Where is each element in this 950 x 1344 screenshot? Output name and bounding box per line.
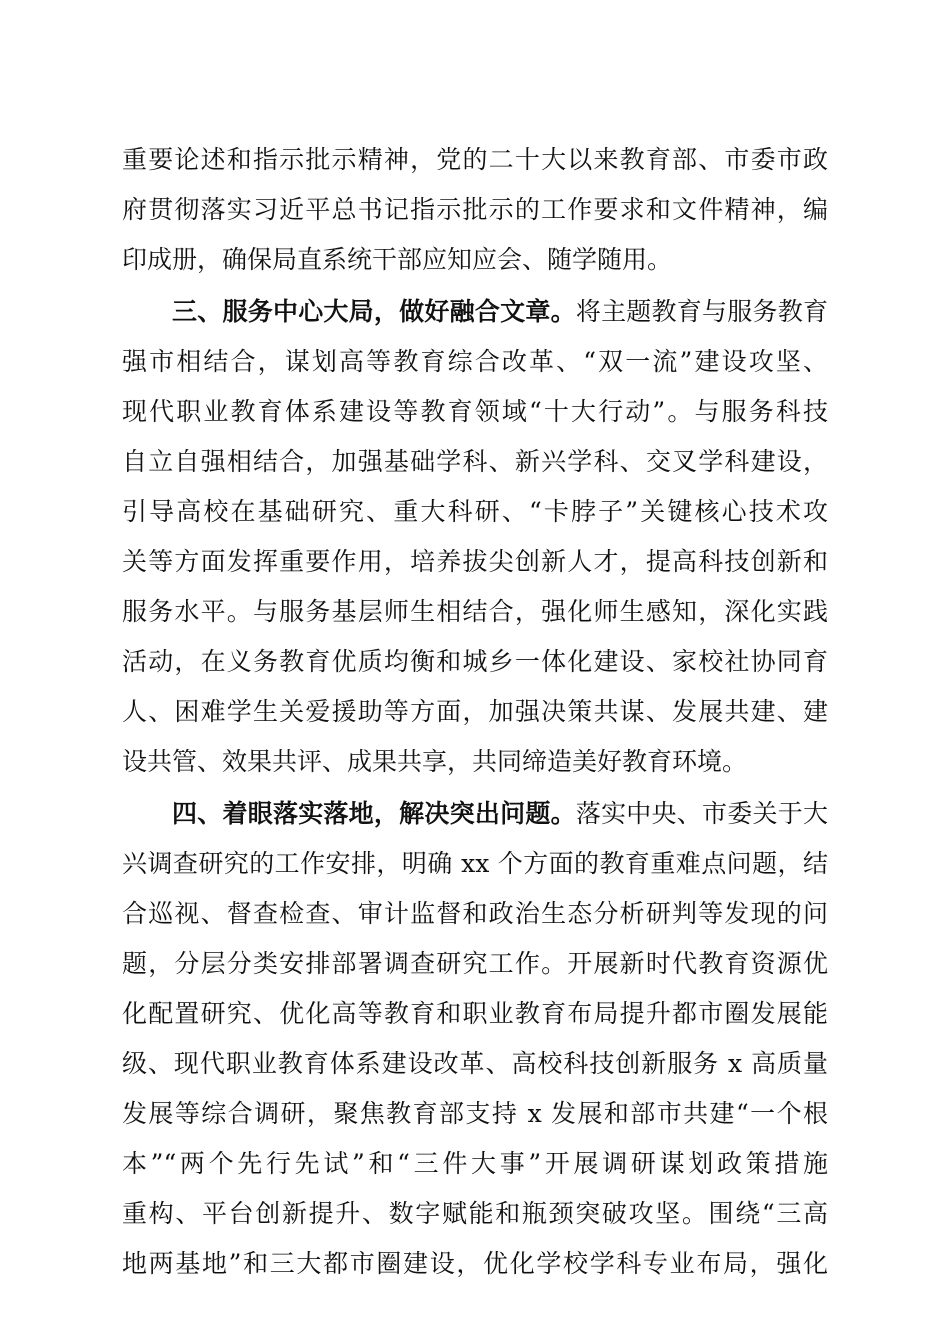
text-line: 化配置研究、优化高等教育和职业教育布局提升都市圈发展能 (122, 999, 828, 1028)
section-three-first-line-text: 将主题教育与服务教育 (575, 297, 828, 326)
text-line: 合巡视、督查检查、审计监督和政治生态分析研判等发现的问 (122, 899, 828, 928)
text-line: 重构、平台创新提升、数字赋能和瓶颈突破攻坚。围绕“三高 (122, 1199, 828, 1228)
text-line: 府贯彻落实习近平总书记指示批示的工作要求和文件精神，编 (122, 195, 828, 224)
section-heading-three: 三、服务中心大局，做好融合文章。 (172, 297, 576, 326)
text-line: 关等方面发挥重要作用，培养拔尖创新人才，提高科技创新和 (122, 547, 828, 576)
text-line: 服务水平。与服务基层师生相结合，强化师生感知，深化实践 (122, 597, 828, 626)
text-line: 印成册，确保局直系统干部应知应会、随学随用。 (122, 245, 673, 274)
text-line: 自立自强相结合，加强基础学科、新兴学科、交叉学科建设， (122, 447, 828, 476)
section-heading-four: 四、着眼落实落地，解决突出问题。 (172, 799, 576, 828)
text-line: 本”“两个先行先试”和“三件大事”开展调研谋划政策措施 (122, 1149, 828, 1178)
text-line: 重要论述和指示批示精神，党的二十大以来教育部、市委市政 (122, 145, 828, 174)
text-line: 强市相结合，谋划高等教育综合改革、“双一流”建设攻坚、 (122, 347, 828, 376)
section-three-first-line (172, 289, 828, 335)
text-line: 地两基地”和三大都市圈建设，优化学校学科专业布局，强化 (122, 1249, 828, 1278)
text-line: 级、现代职业教育体系建设改革、高校科技创新服务 x 高质量 (122, 1049, 828, 1078)
text-line: 引导高校在基础研究、重大科研、“卡脖子”关键核心技术攻 (122, 497, 828, 526)
text-line: 题，分层分类安排部署调查研究工作。开展新时代教育资源优 (122, 949, 828, 978)
section-four-first-line-text: 落实中央、市委关于大 (575, 799, 828, 828)
text-line: 人、困难学生关爱援助等方面，加强决策共谋、发展共建、建 (122, 697, 828, 726)
text-line: 设共管、效果共评、成果共享，共同缔造美好教育环境。 (122, 747, 748, 776)
text-line: 现代职业教育体系建设等教育领域“十大行动”。与服务科技 (122, 397, 828, 426)
text-line: 兴调查研究的工作安排，明确 xx 个方面的教育重难点问题，结 (122, 849, 828, 878)
text-line: 活动，在义务教育优质均衡和城乡一体化建设、家校社协同育 (122, 647, 828, 676)
section-four-first-line (172, 791, 828, 837)
text-line: 发展等综合调研，聚焦教育部支持 x 发展和部市共建“一个根 (122, 1099, 828, 1128)
